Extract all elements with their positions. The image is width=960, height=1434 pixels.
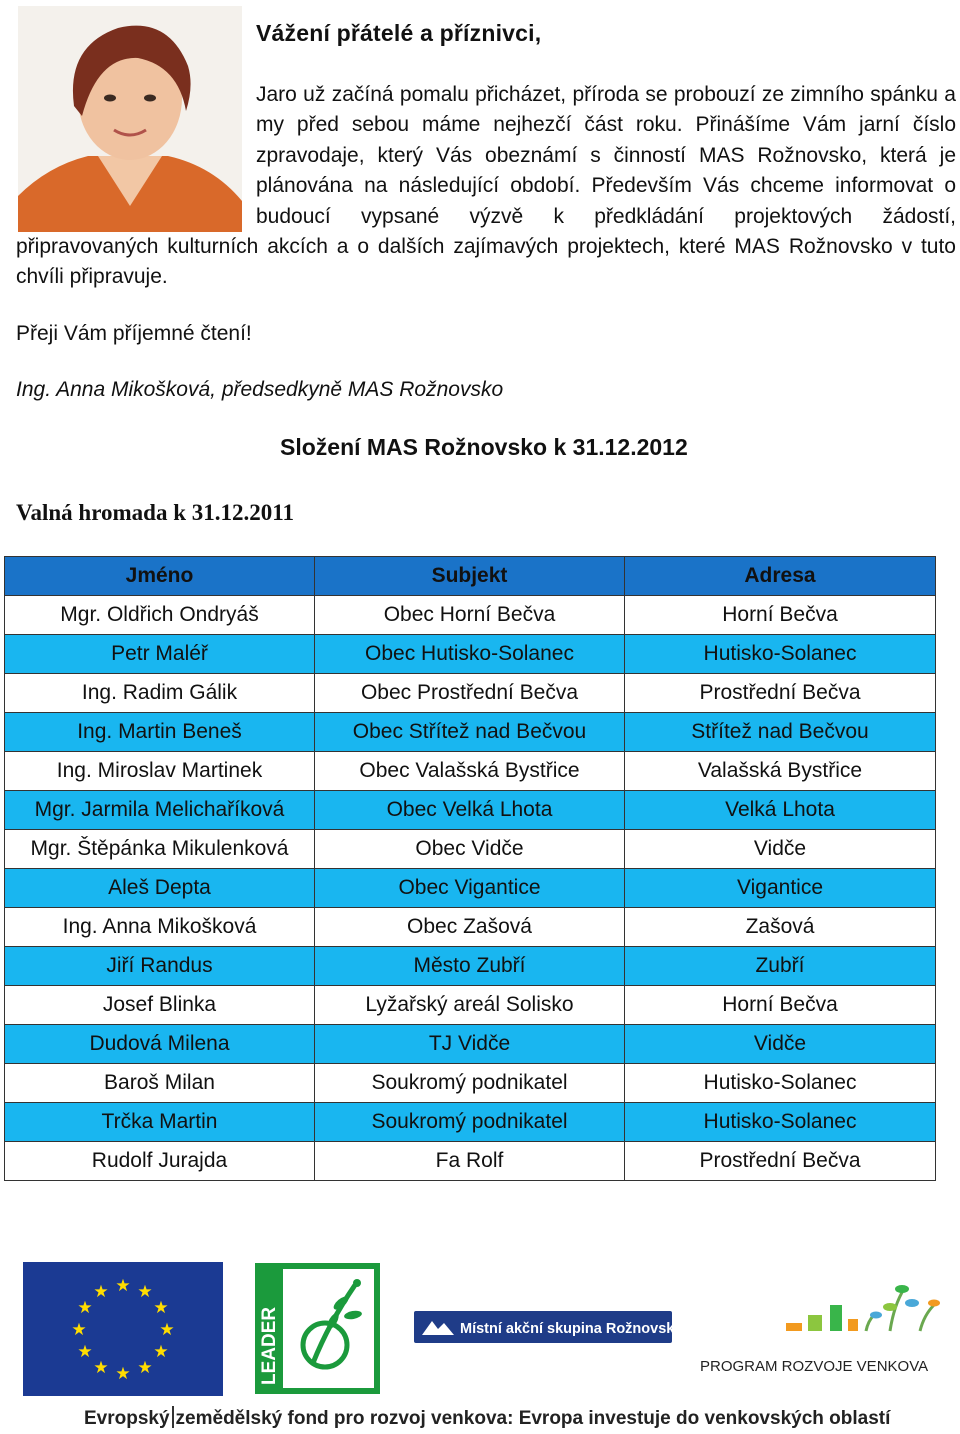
eu-flag-logo [23,1262,223,1396]
member-address: Vidče [625,830,936,869]
table-row [5,713,936,752]
svg-text:★: ★ [153,1298,169,1318]
photo-spacer [16,80,256,232]
mas-logo-text: Místní akční skupina Rožnovsko [460,1321,672,1337]
member-subject: Obec Vigantice [315,869,625,908]
leader-logo [255,1263,380,1394]
eafrd-footer [84,1406,890,1430]
prv-logo-text: PROGRAM ROZVOJE VENKOVA [700,1358,929,1375]
general-assembly-title: Valná hromada k 31.12.2011 [16,500,294,525]
member-subject: Obec Valašská Bystřice [315,752,625,791]
svg-text:★: ★ [93,1358,109,1378]
member-name: Jiří Randus [5,947,315,986]
member-subject: TJ Vidče [315,1025,625,1064]
table-row [5,947,936,986]
intro-text: Jaro už začíná pomalu přicházet, příroda se probouzí ze zimního spánku a my před sebou máme nejhezčí část roku. Přinášíme Vám jarní číslo zpravodaje, který Vás obeznámí s činností MAS Rožnovsko, která je plánována na následující období. Především Vás chceme informovat o budoucí vypsané výzvě k předkládání projektových žádostí, připravovaných kulturních akcích a o dalších zajímavých projektech, které MAS Rožnovsko v tuto chvíli připravuje. [16,83,956,289]
table-row [5,869,936,908]
member-address: Vidče [625,1025,936,1064]
member-address: Prostřední Bečva [625,674,936,713]
svg-text:★: ★ [77,1342,93,1362]
member-name: Ing. Anna Mikošková [5,908,315,947]
table-row [5,830,936,869]
svg-text:★: ★ [153,1342,169,1362]
member-address: Horní Bečva [625,986,936,1025]
footer-part-2: zemědělský fond pro rozvoj venkova: Evropa investuje do venkovských oblastí [175,1408,891,1429]
member-subject: Město Zubří [315,947,625,986]
table-row [5,1025,936,1064]
member-subject: Obec Horní Bečva [315,596,625,635]
member-subject: Soukromý podnikatel [315,1064,625,1103]
member-address: Horní Bečva [625,596,936,635]
member-name: Rudolf Jurajda [5,1142,315,1181]
member-address: Zašová [625,908,936,947]
reading-wish: Přeji Vám příjemné čtení! [16,322,252,345]
member-subject: Fa Rolf [315,1142,625,1181]
signature: Ing. Anna Mikošková, předsedkyně MAS Rožnovsko [16,378,504,401]
member-address: Prostřední Bečva [625,1142,936,1181]
table-row [5,1064,936,1103]
table-row [5,674,936,713]
greeting-heading: Vážení přátelé a příznivci, [256,20,542,46]
member-name: Petr Maléř [5,635,315,674]
column-header-subject: Subjekt [315,557,625,596]
intro-paragraph [16,80,956,293]
table-row [5,908,936,947]
member-subject: Obec Hutisko-Solanec [315,635,625,674]
member-subject: Obec Vidče [315,830,625,869]
table-row [5,1103,936,1142]
member-name: Mgr. Jarmila Melichaříková [5,791,315,830]
member-address: Hutisko-Solanec [625,1103,936,1142]
member-address: Hutisko-Solanec [625,635,936,674]
svg-text:★: ★ [115,1276,131,1296]
member-name: Dudová Milena [5,1025,315,1064]
member-subject: Lyžařský areál Solisko [315,986,625,1025]
column-header-name: Jméno [5,557,315,596]
table-row [5,752,936,791]
member-name: Trčka Martin [5,1103,315,1142]
member-subject: Obec Velká Lhota [315,791,625,830]
svg-text:★: ★ [93,1282,109,1302]
member-address: Velká Lhota [625,791,936,830]
member-subject: Soukromý podnikatel [315,1103,625,1142]
member-subject: Obec Střítež nad Bečvou [315,713,625,752]
mas-roznovsko-logo [414,1311,672,1343]
member-address: Vigantice [625,869,936,908]
member-name: Mgr. Štěpánka Mikulenková [5,830,315,869]
table-row [5,596,936,635]
member-address: Valašská Bystřice [625,752,936,791]
member-address: Zubří [625,947,936,986]
table-row [5,986,936,1025]
member-name: Ing. Miroslav Martinek [5,752,315,791]
svg-text:★: ★ [137,1282,153,1302]
member-name: Josef Blinka [5,986,315,1025]
member-address: Střítež nad Bečvou [625,713,936,752]
member-address: Hutisko-Solanec [625,1064,936,1103]
table-row [5,1142,936,1181]
member-name: Aleš Depta [5,869,315,908]
member-name: Ing. Radim Gálik [5,674,315,713]
members-table [4,556,936,1181]
leader-logo-text: LEADER [259,1306,280,1385]
svg-text:★: ★ [137,1358,153,1378]
program-rozvoje-venkova-logo [690,1275,945,1380]
table-row [5,635,936,674]
member-subject: Obec Prostřední Bečva [315,674,625,713]
member-name: Baroš Milan [5,1064,315,1103]
svg-text:★: ★ [115,1364,131,1384]
composition-title: Složení MAS Rožnovsko k 31.12.2012 [280,434,688,460]
table-header-row [5,557,936,596]
footer-part-1: Evropský [84,1408,170,1429]
svg-text:★: ★ [159,1320,175,1340]
svg-text:★: ★ [77,1298,93,1318]
member-name: Mgr. Oldřich Ondryáš [5,596,315,635]
member-name: Ing. Martin Beneš [5,713,315,752]
column-header-address: Adresa [625,557,936,596]
member-subject: Obec Zašová [315,908,625,947]
footer-separator [172,1406,174,1428]
svg-text:★: ★ [71,1320,87,1340]
table-row [5,791,936,830]
